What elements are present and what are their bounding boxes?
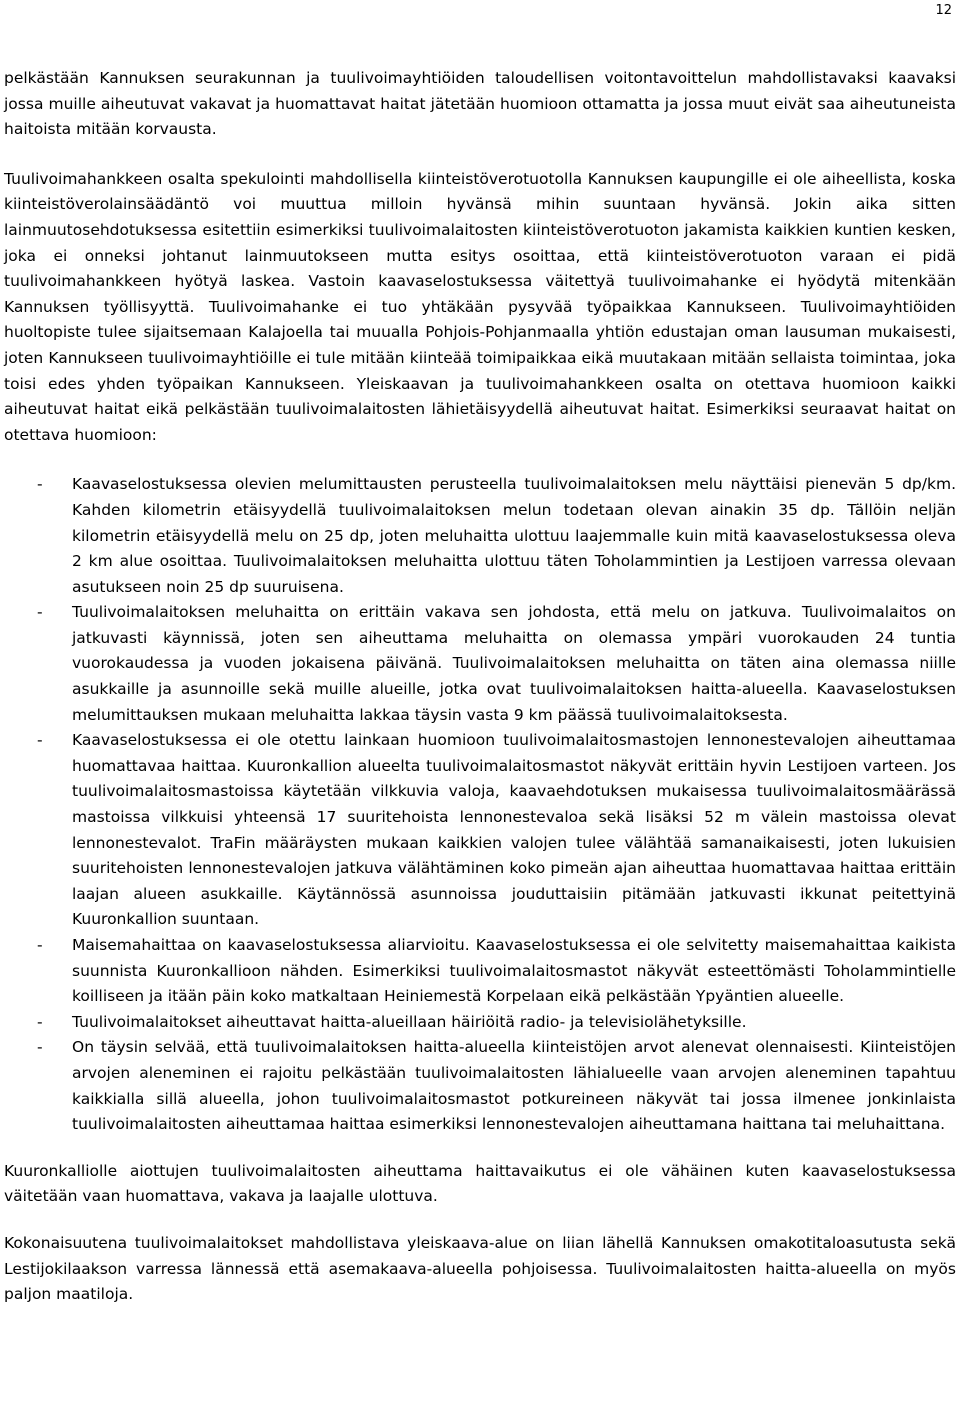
list-bullet: - bbox=[37, 1038, 43, 1057]
list-bullet: - bbox=[37, 1012, 43, 1031]
list-item-text: Kaavaselostuksessa olevien melumittausten perusteella tuulivoimalaitoksen melu näyttäisi pienevän 5 dp/km. Kahden kilometrin etäisyydellä tuulivoimalaitoksen melun todetaan olevan ainakin 35 dp. Tällöin neljän kilometrin etäisyydellä melu on 25 dp, joten meluhaitta ulottuu laajemmalle kuin mitä kaavaselostuksessa oleva 2 km alue osoittaa. Tuulivoimalaitoksen meluhaitta ulottuu täten Toholammintien ja Lestijoen varressa olevaan asutukseen noin 25 dp suuruisena. bbox=[72, 475, 956, 596]
list-bullet: - bbox=[37, 731, 43, 750]
list-bullet: - bbox=[37, 936, 43, 954]
paragraph-tax-and-employment: Tuulivoimahankkeen osalta spekulointi mahdollisella kiinteistöverotuotolla Kannuksen kaupungille ei ole aiheellista, koska kiinteistöverolainsäädäntö voi muuttua milloin hyvänsä mihin suuntaan hyvänsä. Jokin aika sitten lainmuutosehdotuksessa esitettiin esimerkiksi tuulivoimalaitosten kiinteistöverotuoton jakamista kaikkien kuntien kesken, joka ei onneksi johtanut lainmuutokseen mutta esitys osoittaa, että kiinteistöverotuoton varaan ei pidä tuulivoimahankkeen hyötyä laskea. Vastoin kaavaselostuksessa väitettyä tuulivoimahanke ei hyödytä mitenkään Kannuksen työllisyyttä. Tuulivoimahanke ei tuo yhtäkään pysyvää työpaikkaa Kannukseen. Tuulivoimayhtiöiden huoltopiste tulee sijaitsemaan Kalajoella tai muualla Pohjois-Pohjanmaalla yhtiön edustajan oman lausuman mukaisesti, joten Kannukseen tuulivoimayhtiöille ei tule mitään kiinteää toimipaikkaa eikä muutakaan mitään sellaista toimintaa, joka toisi edes yhden työpaikan Kannukseen. Yleiskaavan ja tuulivoimahankkeen osalta on otettava huomioon kaikki aiheutuvat haitat eikä pelkästään tuulivoimalaitosten lähietäisyydellä aiheutuvat haitat. Esimerkiksi seuraavat haitat on otettava huomioon: bbox=[4, 169, 956, 444]
list-bullet: - bbox=[37, 475, 43, 494]
list-item-text: Maisemahaittaa on kaavaselostuksessa aliarvioitu. Kaavaselostuksessa ei ole selvitetty maisemahaittaa kaikista suunnista Kuuronkallioon nähden. Esimerkiksi tuulivoimalaitosmastot näkyvät esteettömästi Toholammintielle koilliseen ja itään päin koko matkaltaan Heiniemestä Korpelaan eikä pelkästään Ypyäntien alueelle. bbox=[72, 936, 956, 1006]
paragraph-conclusion: Kokonaisuutena tuulivoimalaitokset mahdollistava yleiskaava-alue on liian lähellä Kannuksen omakotitaloasutusta sekä Lestijokilaakson varressa lännessä että asemakaava-alueella pohjoisessa. Tuulivoimalaitosten haitta-alueella on myös paljon maatiloja. bbox=[4, 1233, 956, 1304]
list-item bbox=[4, 933, 956, 1010]
list-bullet: - bbox=[37, 603, 43, 622]
page-number: 12 bbox=[935, 3, 952, 18]
list-item bbox=[4, 1035, 956, 1137]
list-item bbox=[4, 1010, 956, 1036]
paragraph-kuuronkallio-impact: Kuuronkalliolle aiottujen tuulivoimalaitosten aiheuttama haittavaikutus ei ole vähäinen kuten kaavaselostuksessa väitetään vaan huomattava, vakava ja laajalle ulottuva. bbox=[4, 1161, 956, 1206]
list-item-text: Tuulivoimalaitoksen meluhaitta on erittäin vakava sen johdosta, että melu on jatkuva. Tuulivoimalaitos on jatkuvasti käynnissä, joten sen aiheuttama meluhaitta on olemassa ympäri vuorokauden 24 tuntia vuorokaudessa ja vuoden jokaisena päivänä. Tuulivoimalaitoksen meluhaitta on täten aina olemassa niille asukkaille ja asunnoille sekä muille alueille, jotka ovat tuulivoimalaitoksen haitta-alueella. Kaavaselostuksen melumittauksen mukaan meluhaitta lakkaa täysin vasta 9 km päässä tuulivoimalaitoksesta. bbox=[72, 603, 956, 724]
document-body bbox=[4, 66, 956, 1308]
harm-list bbox=[4, 472, 956, 1137]
list-item-text: On täysin selvää, että tuulivoimalaitoksen haitta-alueella kiinteistöjen arvot alenevat olennaisesti. Kiinteistöjen arvojen aleneminen ei rajoitu pelkästään tuulivoimalaitosten lähialueelle vaan arvojen aleneminen tapahtuu kaikkialla sillä alueella, johon tuulivoimalaitosmastot potkureineen näkyvät tai jossa ilmenee jonkinlaista tuulivoimalaitosten aiheuttamaa haittaa esimerkiksi lennonestevalojen aiheuttamana haittana tai meluhaittana. bbox=[72, 1038, 956, 1134]
list-item-text: Tuulivoimalaitokset aiheuttavat haitta-alueillaan häiriöitä radio- ja televisiolähetyksille. bbox=[72, 1012, 747, 1031]
list-item bbox=[4, 600, 956, 728]
list-item-text: Kaavaselostuksessa ei ole otettu lainkaan huomioon tuulivoimalaitosmastojen lennonestevalojen aiheuttamaa huomattavaa haittaa. Kuuronkallion alueelta tuulivoimalaitosmastot näkyvät erittäin hyvin Lestijoen varteen. Jos tuulivoimalaitosmastoissa käytetään vilkkuvia valoja, kaavaehdotuksen mukaisessa tuulivoimalaitosmäärässä mastoissa vilkkuisi yhteensä 17 suuritehoista lennonestevaloa sekä lisäksi 52 m välein mastoissa olevat lennonestevalot. TraFin määräysten mukaan kaikkien valojen tulee välähtää samanaikaisesti, joten lukuisien suuritehoisten lennonestevalojen jatkuva välähtäminen koko pimeän ajan aiheuttaa huomattavaa haittaa erittäin laajan alueen asukkaille. Käytännössä asunnoissa jouduttaisiin pitämään jatkuvasti ikkunat peitettyinä Kuuronkallion suuntaan. bbox=[72, 731, 956, 929]
list-item bbox=[4, 472, 956, 600]
list-item bbox=[4, 728, 956, 933]
paragraph-intro: pelkästään Kannuksen seurakunnan ja tuulivoimayhtiöiden taloudellisen voitontavoittelun mahdollistavaksi kaavaksi jossa muille aiheutuvat vakavat ja huomattavat haitat jätetään huomioon ottamatta ja jossa muut eivät saa aiheutuneista haitoista mitään korvausta. bbox=[4, 69, 956, 139]
